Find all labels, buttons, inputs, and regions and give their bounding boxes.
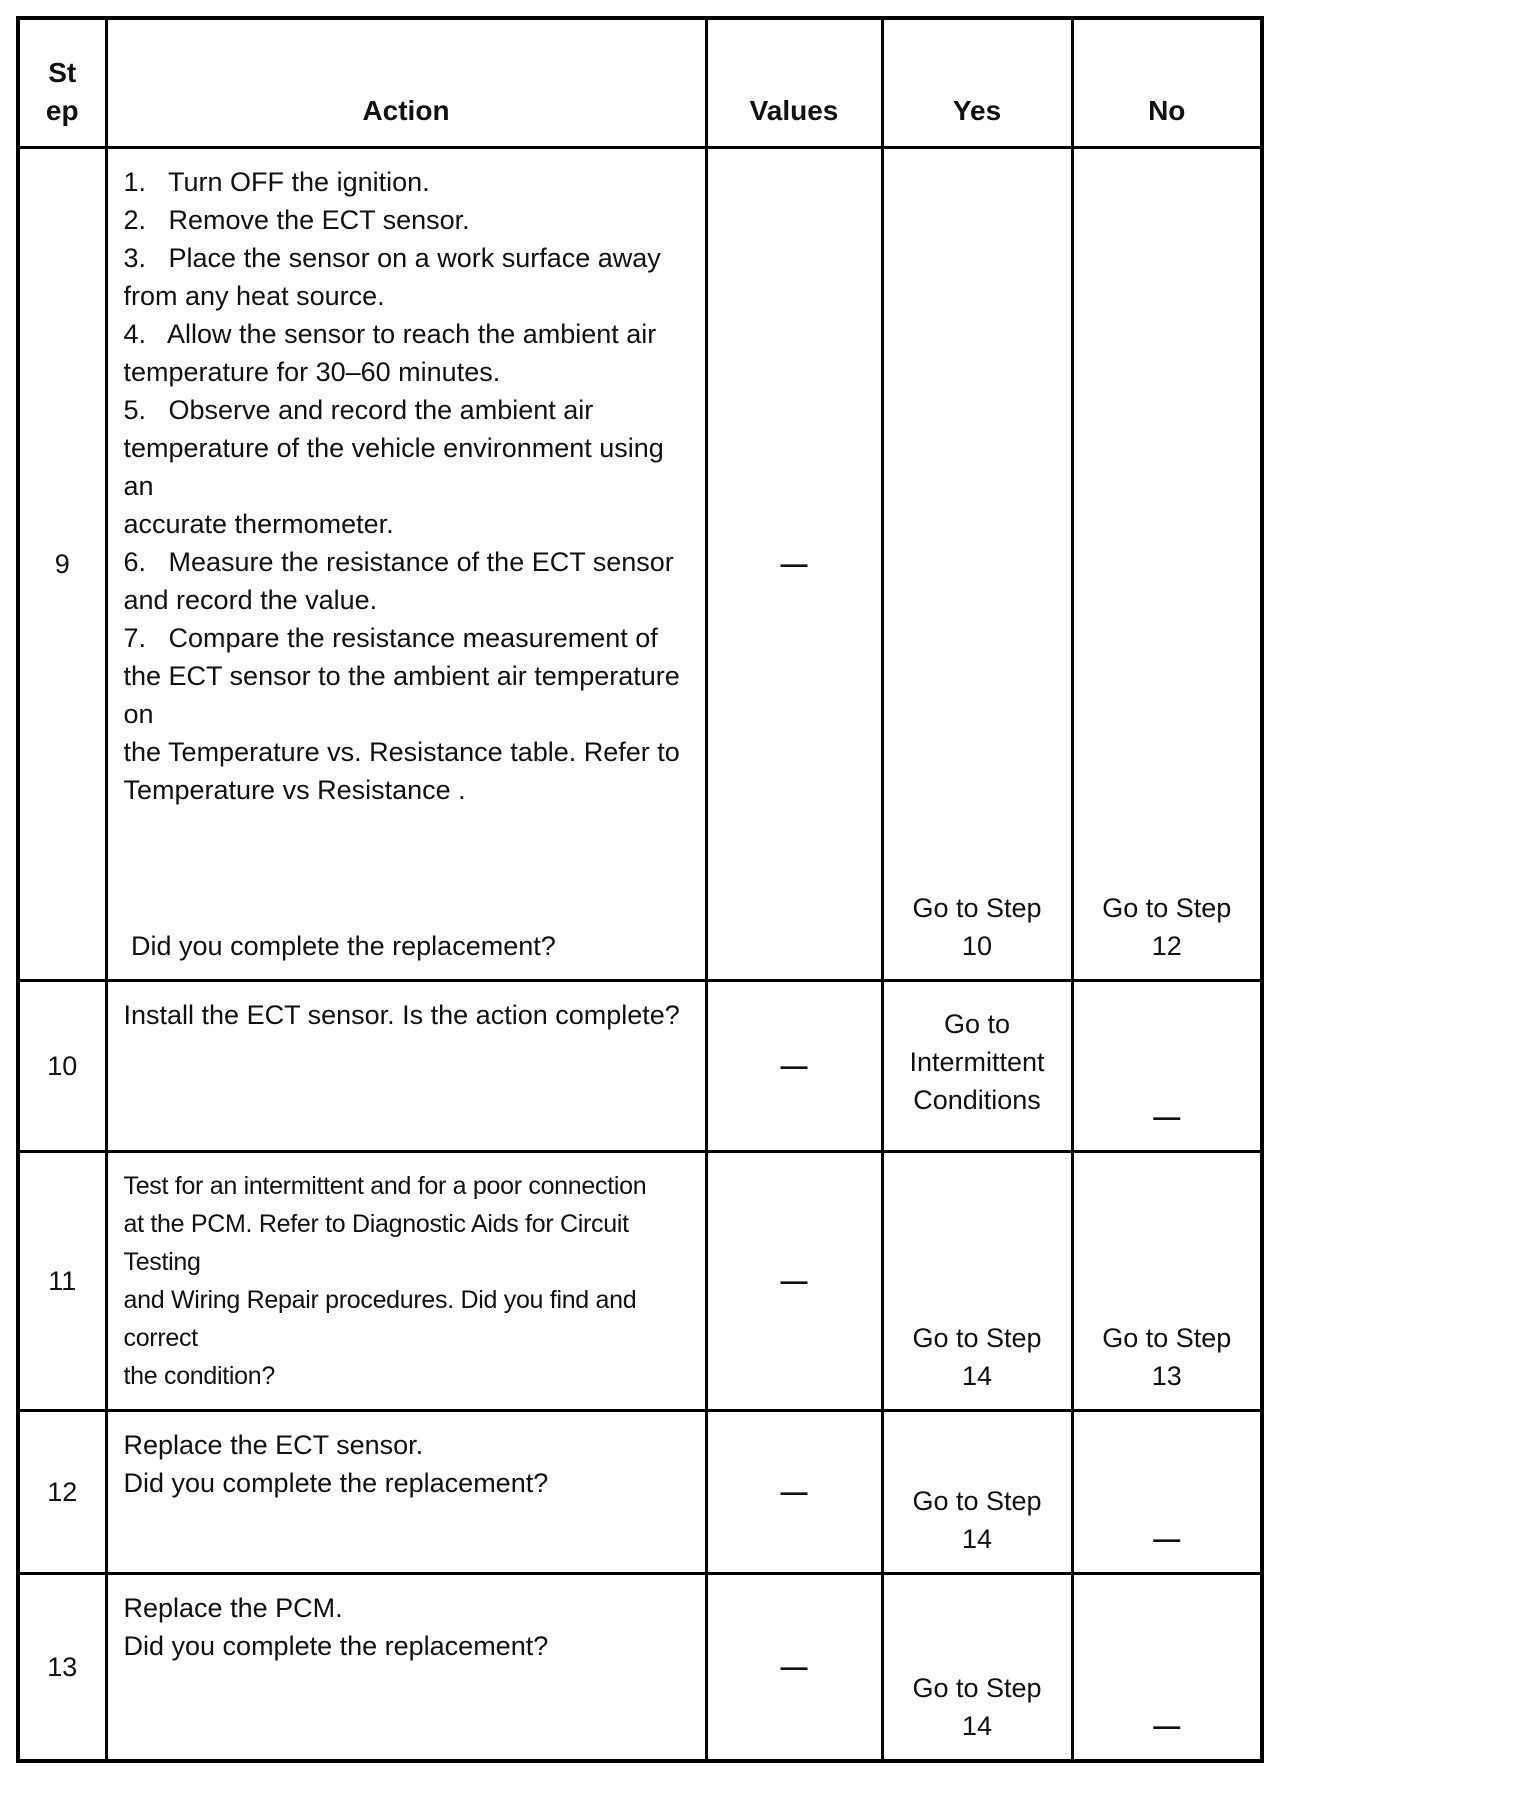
table-row-step-9: [18, 148, 1262, 981]
action-steps: Replace the ECT sensor. Did you complete the replacement?: [123, 1430, 549, 1498]
step-number: 11: [18, 1152, 106, 1411]
action-cell: [106, 1574, 706, 1762]
action-steps: 1. Turn OFF the ignition. 2. Remove the ECT sensor. 3. Place the sensor on a work surface away from any heat source. 4. Allow the sensor to reach the ambient air temperature for 30–60 minutes. 5. Observe and record the ambient air temperature of the vehicle environment using an accurate thermometer. 6. Measure the resistance of the ECT sensor and record the value. 7. Compare the resistance measurement of the ECT sensor to the ambient air temperature on the Temperature vs. Resistance table. Refer to Temperature vs Resistance .: [123, 167, 688, 805]
header-action: Action: [106, 18, 706, 148]
action-cell: [106, 1411, 706, 1574]
yes-cell: Go to Step 14: [882, 1152, 1072, 1411]
values-cell: —: [706, 1574, 882, 1762]
action-steps: Test for an intermittent and for a poor connection at the PCM. Refer to Diagnostic Aids for Circuit Testing and Wiring Repair procedures. Did you find and correct the condition?: [123, 1172, 647, 1390]
no-cell: —: [1072, 1411, 1262, 1574]
action-question: Did you complete the replacement?: [123, 931, 556, 961]
values-cell: —: [706, 1411, 882, 1574]
action-cell: [106, 981, 706, 1152]
diagnostic-table: [16, 16, 1264, 1763]
no-cell: —: [1072, 1574, 1262, 1762]
table-row-step-13: [18, 1574, 1262, 1762]
step-number: 10: [18, 981, 106, 1152]
yes-cell: Go to Step 14: [882, 1411, 1072, 1574]
table-row-step-12: [18, 1411, 1262, 1574]
header-values: Values: [706, 18, 882, 148]
no-cell: Go to Step 12: [1072, 148, 1262, 981]
header-row: [18, 18, 1262, 148]
values-cell: —: [706, 981, 882, 1152]
no-cell: Go to Step 13: [1072, 1152, 1262, 1411]
action-steps: Replace the PCM. Did you complete the replacement?: [123, 1593, 549, 1661]
yes-cell: Go to Step 14: [882, 1574, 1072, 1762]
values-cell: —: [706, 148, 882, 981]
table-row-step-11: [18, 1152, 1262, 1411]
no-cell: —: [1072, 981, 1262, 1152]
step-number: 13: [18, 1574, 106, 1762]
yes-cell: Go to Step 10: [882, 148, 1072, 981]
action-steps: Install the ECT sensor. Is the action complete?: [123, 1000, 680, 1030]
step-number: 12: [18, 1411, 106, 1574]
yes-cell: Go to Intermittent Conditions: [882, 981, 1072, 1152]
values-cell: —: [706, 1152, 882, 1411]
action-cell: [106, 148, 706, 981]
step-number: 9: [18, 148, 106, 981]
table-row-step-10: [18, 981, 1262, 1152]
header-step: St ep: [18, 18, 106, 148]
header-yes: Yes: [882, 18, 1072, 148]
header-no: No: [1072, 18, 1262, 148]
action-cell: [106, 1152, 706, 1411]
